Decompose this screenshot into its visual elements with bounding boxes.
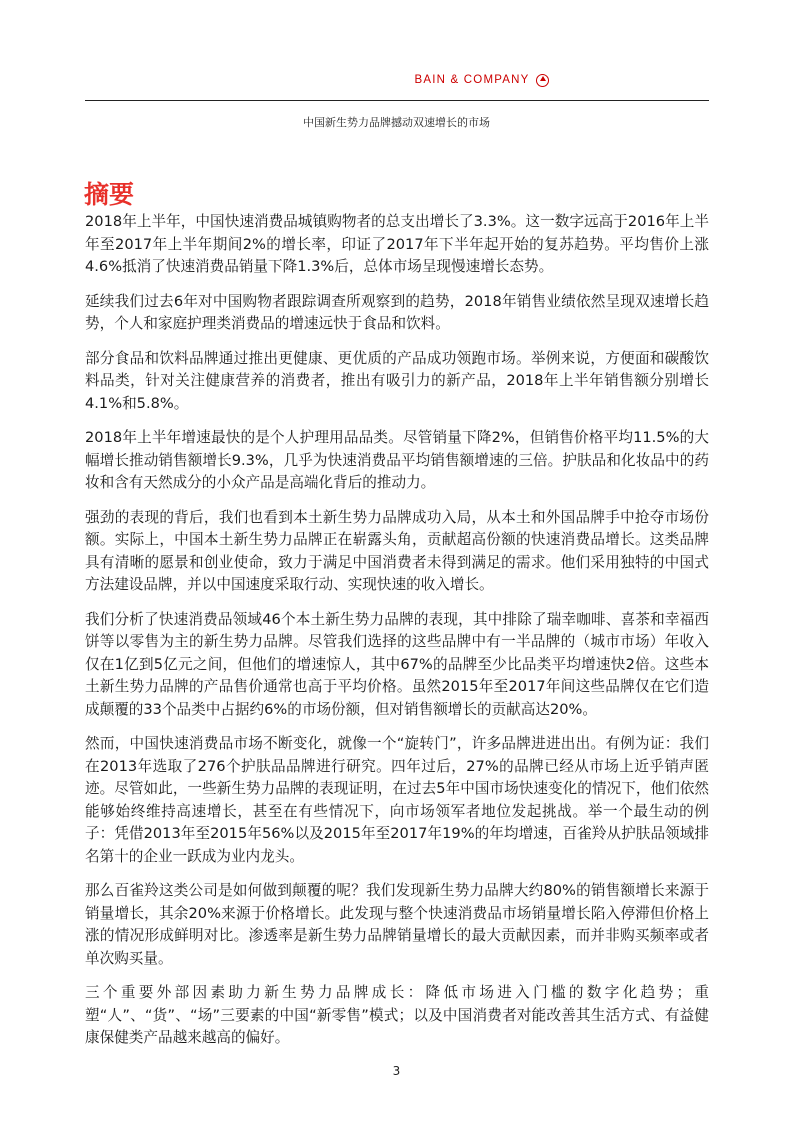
header-divider: [85, 100, 709, 101]
bain-logo-icon: [536, 74, 549, 87]
paragraph: 三个重要外部因素助力新生势力品牌成长：降低市场进入门槛的数字化趋势；重塑“人”、“货”、“场”三要素的中国“新零售”模式；以及中国消费者对能改善其生活方式、有益健康保健类产品越来越高的偏好。: [85, 984, 709, 1046]
body-text: [85, 211, 709, 1062]
page-number: 3: [392, 1064, 401, 1078]
paragraph: 然而，中国快速消费品市场不断变化，就像一个“旋转门”，许多品牌进进出出。有例为证：我们在2013年选取了276个护肤品品牌进行研究。四年过后，27%的品牌已经从市场上近乎销声匿迹。尽管如此，一些新生势力品牌的表现证明，在过去5年中国市场快速变化的情况下，他们依然能够始终维持高速增长，甚至在有些情况下，向市场领军者地位发起挑战。举一个最生动的例子：凭借2013年至2015年56%以及2015年至2017年19%的年均增速，百雀羚从护肤品领域排名第十的企业一跃成为业内龙头。: [85, 735, 709, 865]
section-title: 摘要: [84, 180, 135, 209]
logo-text: BAIN & COMPANY: [414, 74, 530, 86]
paragraph: 延续我们过去6年对中国购物者跟踪调查所观察到的趋势，2018年销售业绩依然呈现双速增长趋势，个人和家庭护理类消费品的增速远快于食品和饮料。: [85, 292, 709, 332]
running-header: 中国新生势力品牌撼动双速增长的市场: [303, 116, 490, 129]
paragraph: 那么百雀羚这类公司是如何做到颠覆的呢？我们发现新生势力品牌大约80%的销售额增长来源于销量增长，其余20%来源于价格增长。此发现与整个快速消费品市场销量增长陷入停滞但价格上涨的情况形成鲜明对比。渗透率是新生势力品牌销量增长的最大贡献因素，而并非购买频率或者单次购买量。: [85, 882, 709, 967]
paragraph: 我们分析了快速消费品领域46个本土新生势力品牌的表现，其中排除了瑞幸咖啡、喜茶和幸福西饼等以零售为主的新生势力品牌。尽管我们选择的这些品牌中有一半品牌的（城市市场）年收入仅在1亿到5亿元之间，但他们的增速惊人，其中67%的品牌至少比品类平均增速快2倍。这些本土新生势力品牌的产品售价通常也高于平均价格。虽然2015年至2017年间这些品牌仅在它们造成颠覆的33个品类中占据约6%的市场份额，但对销售额增长的贡献高达20%。: [85, 610, 709, 718]
paragraph: 部分食品和饮料品牌通过推出更健康、更优质的产品成功领跑市场。举例来说，方便面和碳酸饮料品类，针对关注健康营养的消费者，推出有吸引力的新产品，2018年上半年销售额分别增长4.1%和5.8%。: [85, 349, 709, 412]
paragraph: 2018年上半年增速最快的是个人护理用品品类。尽管销量下降2%，但销售价格平均11.5%的大幅增长推动销售额增长9.3%，几乎为快速消费品平均销售额增速的三倍。护肤品和化妆品中的药妆和含有天然成分的小众产品是高端化背后的推动力。: [85, 429, 709, 491]
paragraph: 强劲的表现的背后，我们也看到本土新生势力品牌成功入局，从本土和外国品牌手中抢夺市场份额。实际上，中国本土新生势力品牌正在崭露头角，贡献超高份额的快速消费品增长。这类品牌具有清晰的愿景和创业使命，致力于满足中国消费者未得到满足的需求。他们采用独特的中国式方法建设品牌，并以中国速度采取行动、实现快速的收入增长。: [85, 508, 709, 593]
paragraph: 2018年上半年，中国快速消费品城镇购物者的总支出增长了3.3%。这一数字远高于2016年上半年至2017年上半年期间2%的增长率，印证了2017年下半年起开始的复苏趋势。平均售价上涨4.6%抵消了快速消费品销量下降1.3%后，总体市场呈现慢速增长态势。: [85, 213, 709, 275]
brand-logo: [0, 68, 793, 87]
